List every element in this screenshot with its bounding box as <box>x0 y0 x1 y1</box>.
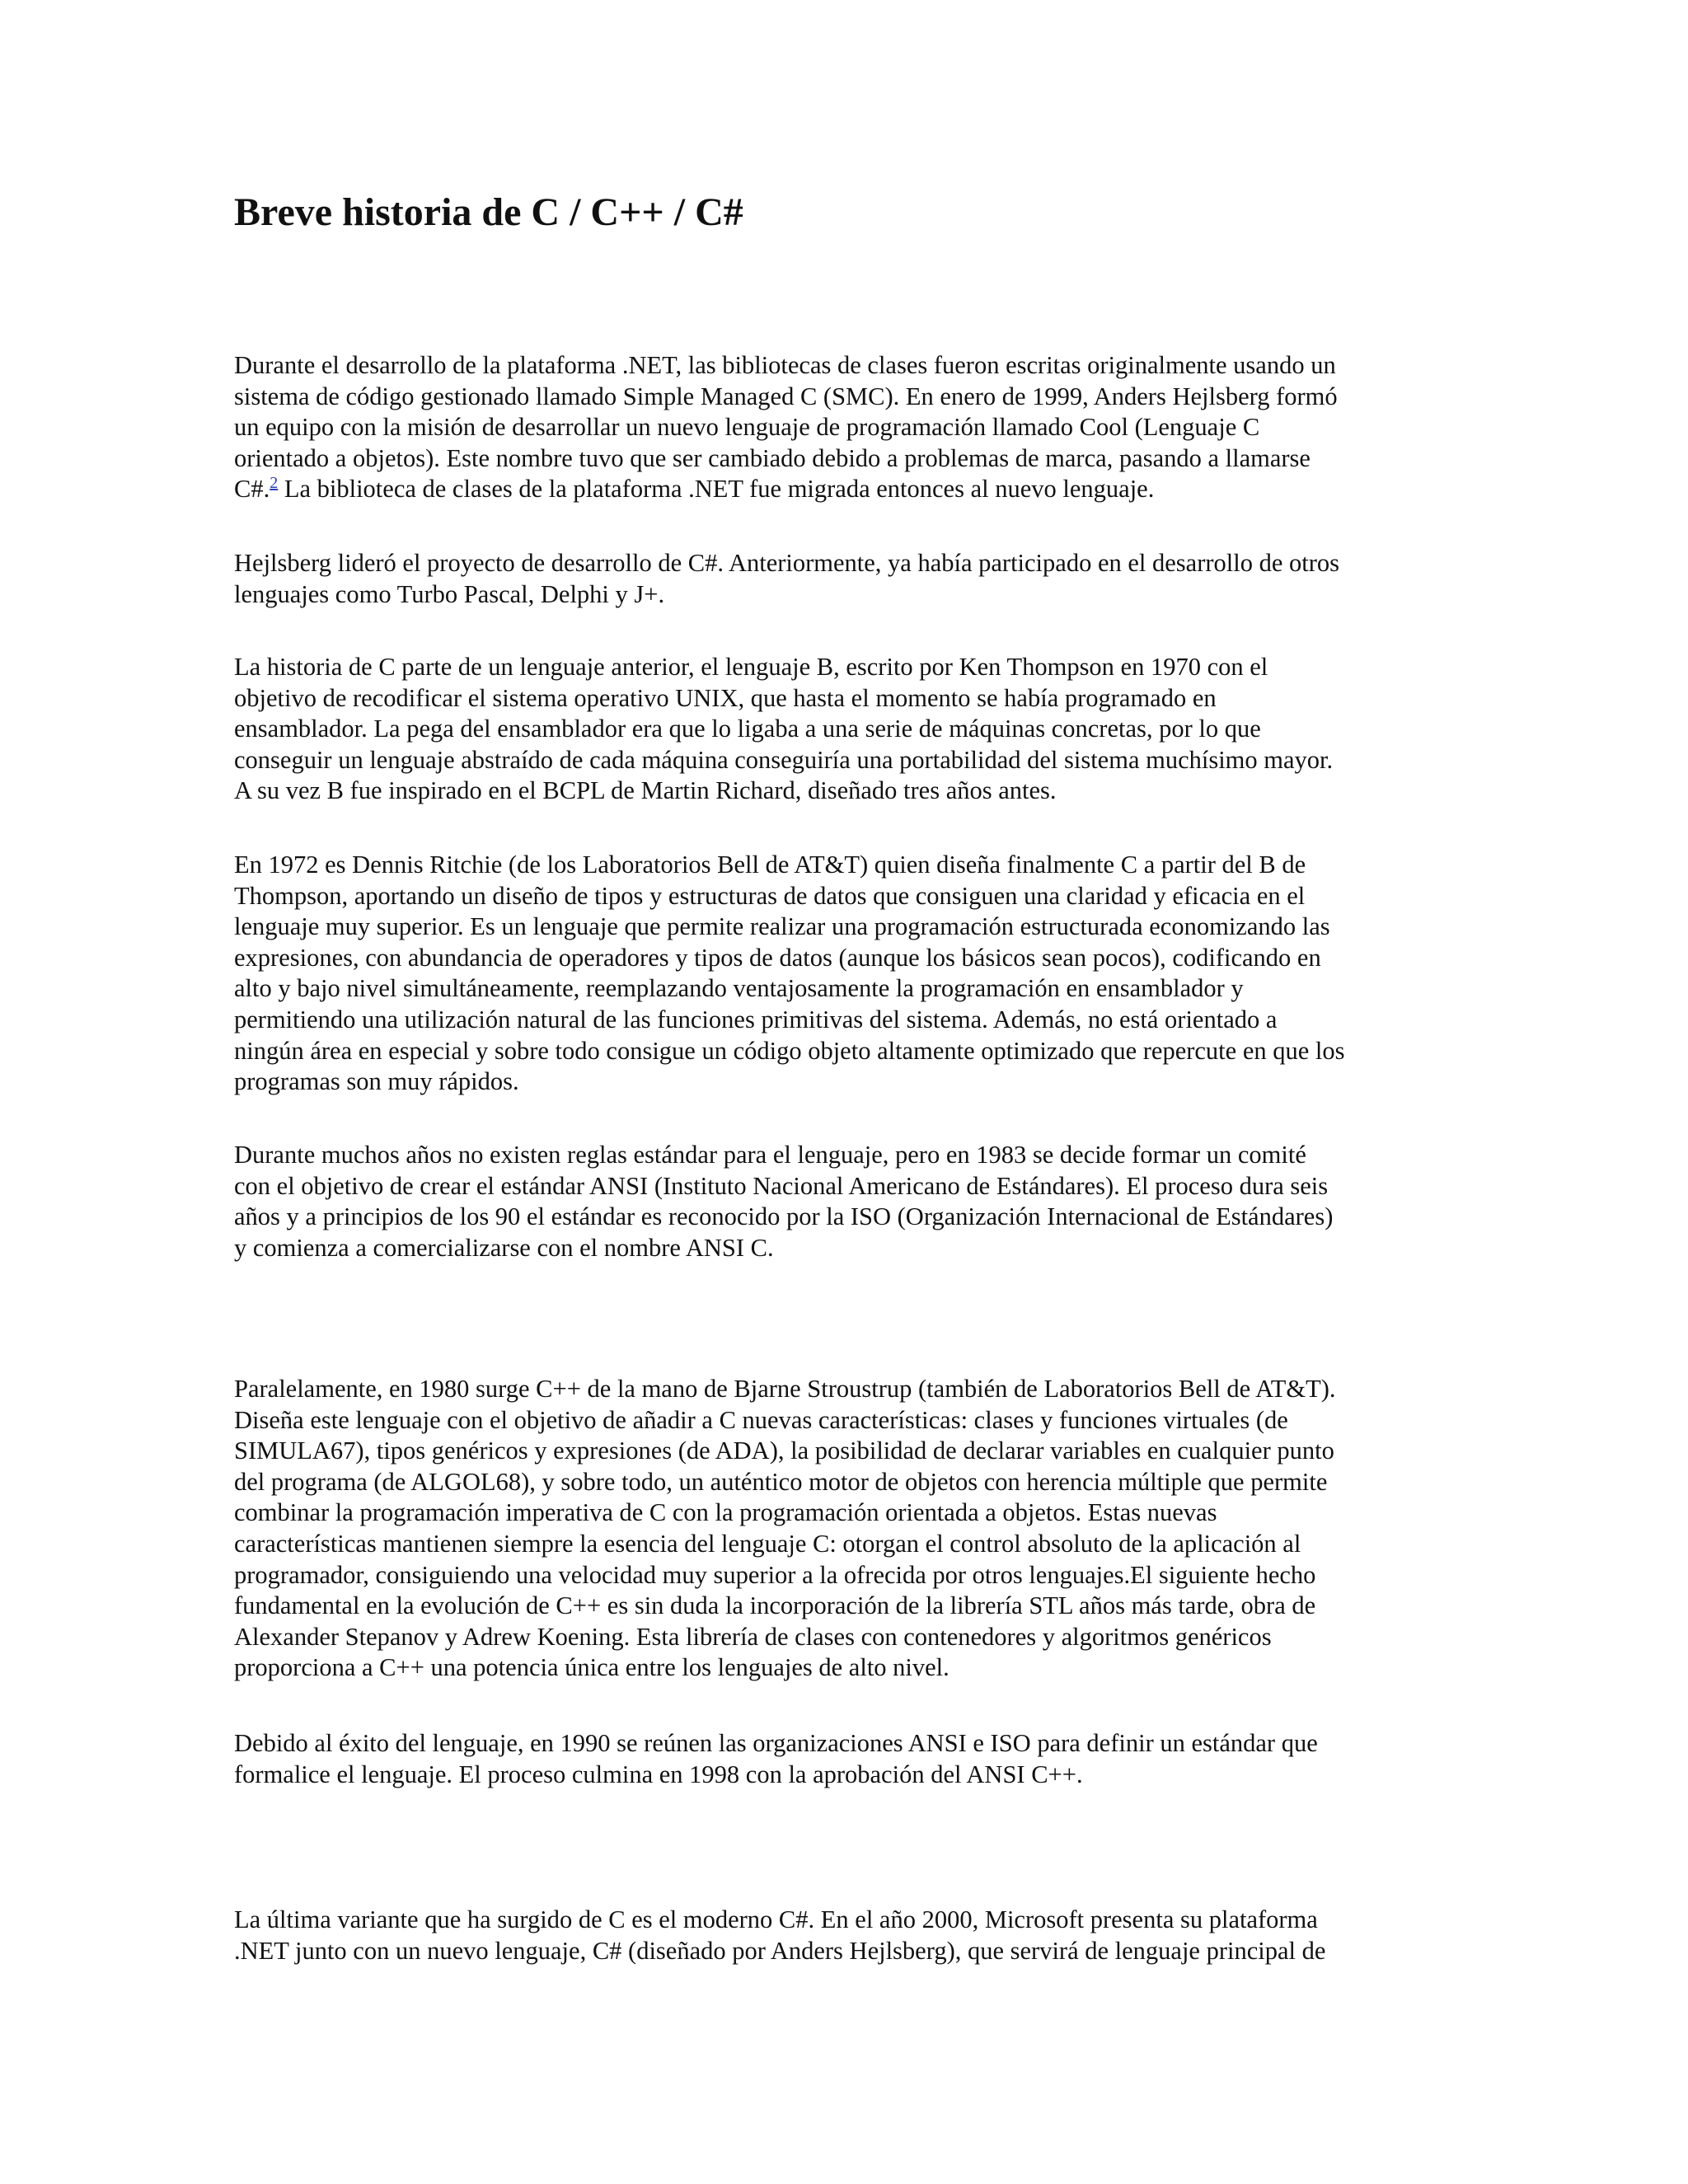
text-line: ningún área en especial y sobre todo consigue un código objeto altamente optimizado que repercute en que los <box>234 1036 1345 1065</box>
text-line: y comienza a comercializarse con el nombre ANSI C. <box>234 1233 774 1262</box>
text-line: años y a principios de los 90 el estándar es reconocido por la ISO (Organización Internacional de Estándares) <box>234 1202 1334 1231</box>
text-line: Durante el desarrollo de la plataforma .NET, las bibliotecas de clases fueron escritas originalmente usando un <box>234 351 1336 379</box>
text-line: conseguir un lenguaje abstraído de cada máquina conseguiría una portabilidad del sistema muchísimo mayor. <box>234 745 1334 774</box>
text-line: lenguaje muy superior. Es un lenguaje que permite realizar una programación estructurada economizando las <box>234 912 1330 941</box>
text-line: alto y bajo nivel simultáneamente, reemplazando ventajosamente la programación en ensamblador y <box>234 974 1244 1003</box>
paragraph-hejlsberg <box>234 548 1457 610</box>
page-title: Breve historia de C / C++ / C# <box>234 190 743 234</box>
text-line: combinar la programación imperativa de C con la programación orientada a objetos. Estas nuevas <box>234 1498 1217 1527</box>
paragraph-ritchie <box>234 850 1457 1098</box>
paragraph-c-history <box>234 652 1457 807</box>
text-line: Diseña este lenguaje con el objetivo de añadir a C nuevas características: clases y funciones virtuales (de <box>234 1405 1288 1434</box>
text-line: sistema de código gestionado llamado Simple Managed C (SMC). En enero de 1999, Anders Hejlsberg formó <box>234 382 1338 410</box>
paragraph-csharp <box>234 1905 1457 1966</box>
text-line: programador, consiguiendo una velocidad muy superior a la ofrecida por otros lenguajes.El siguiente hecho <box>234 1560 1316 1589</box>
text-line: lenguajes como Turbo Pascal, Delphi y J+. <box>234 579 665 608</box>
paragraph-cpp <box>234 1374 1457 1684</box>
text-line: Debido al éxito del lenguaje, en 1990 se reúnen las organizaciones ANSI e ISO para definir un estándar que <box>234 1729 1318 1757</box>
text-line: expresiones, con abundancia de operadores y tipos de datos (aunque los básicos sean pocos), codificando en <box>234 943 1321 972</box>
text-line: SIMULA67), tipos genéricos y expresiones (de ADA), la posibilidad de declarar variables en cualquier punto <box>234 1436 1334 1465</box>
text-line: .NET junto con un nuevo lenguaje, C# (diseñado por Anders Hejlsberg), que servirá de lenguaje principal de <box>234 1936 1326 1965</box>
text-line: proporciona a C++ una potencia única entre los lenguajes de alto nivel. <box>234 1653 950 1682</box>
text-line: En 1972 es Dennis Ritchie (de los Laboratorios Bell de AT&T) quien diseña finalmente C a partir del B de <box>234 851 1306 879</box>
text-line: ensamblador. La pega del ensamblador era que lo ligaba a una serie de máquinas concretas, por lo que <box>234 715 1261 743</box>
text-line: La última variante que ha surgido de C es el moderno C#. En el año 2000, Microsoft presenta su plataforma <box>234 1905 1318 1933</box>
text-segment: C#. <box>234 475 270 504</box>
paragraph-ansi-cpp <box>234 1728 1457 1790</box>
text-line-with-footnote <box>234 474 1457 505</box>
text-line: fundamental en la evolución de C++ es sin duda la incorporación de la librería STL años más tarde, obra de <box>234 1591 1316 1620</box>
paragraph-net-origins <box>234 350 1457 505</box>
text-line: un equipo con la misión de desarrollar un nuevo lenguaje de programación llamado Cool (Lenguaje C <box>234 413 1260 442</box>
text-line: Paralelamente, en 1980 surge C++ de la mano de Bjarne Stroustrup (también de Laboratorios Bell de AT&T). <box>234 1375 1336 1403</box>
text-line: A su vez B fue inspirado en el BCPL de Martin Richard, diseñado tres años antes. <box>234 776 1057 805</box>
text-line: con el objetivo de crear el estándar ANSI (Instituto Nacional Americano de Estándares). El proceso dura seis <box>234 1171 1329 1200</box>
text-line: del programa (de ALGOL68), y sobre todo, un auténtico motor de objetos con herencia múltiple que permite <box>234 1467 1328 1496</box>
text-line: orientado a objetos). Este nombre tuvo que ser cambiado debido a problemas de marca, pasando a llamarse <box>234 443 1311 472</box>
text-line: programas son muy rápidos. <box>234 1067 519 1096</box>
paragraph-ansi-c <box>234 1140 1457 1263</box>
text-line: objetivo de recodificar el sistema operativo UNIX, que hasta el momento se había programado en <box>234 683 1217 712</box>
text-segment: La biblioteca de clases de la plataforma .NET fue migrada entonces al nuevo lenguaje. <box>278 475 1155 504</box>
text-line: Hejlsberg lideró el proyecto de desarrollo de C#. Anteriormente, ya había participado en el desarrollo de otros <box>234 549 1339 577</box>
text-line: Durante muchos años no existen reglas estándar para el lenguaje, pero en 1983 se decide formar un comité <box>234 1141 1306 1169</box>
text-line: La historia de C parte de un lenguaje anterior, el lenguaje B, escrito por Ken Thompson en 1970 con el <box>234 653 1268 681</box>
footnote-link[interactable]: 2 <box>270 474 279 493</box>
text-line: Alexander Stepanov y Adrew Koening. Esta librería de clases con contenedores y algoritmos genéricos <box>234 1622 1272 1651</box>
text-line: características mantienen siempre la esencia del lenguaje C: otorgan el control absoluto de la aplicación al <box>234 1529 1301 1558</box>
text-line: permitiendo una utilización natural de las funciones primitivas del sistema. Además, no está orientado a <box>234 1005 1278 1033</box>
text-line: formalice el lenguaje. El proceso culmina en 1998 con la aprobación del ANSI C++. <box>234 1760 1083 1788</box>
text-line: Thompson, aportando un diseño de tipos y estructuras de datos que consiguen una claridad y eficacia en el <box>234 881 1306 910</box>
